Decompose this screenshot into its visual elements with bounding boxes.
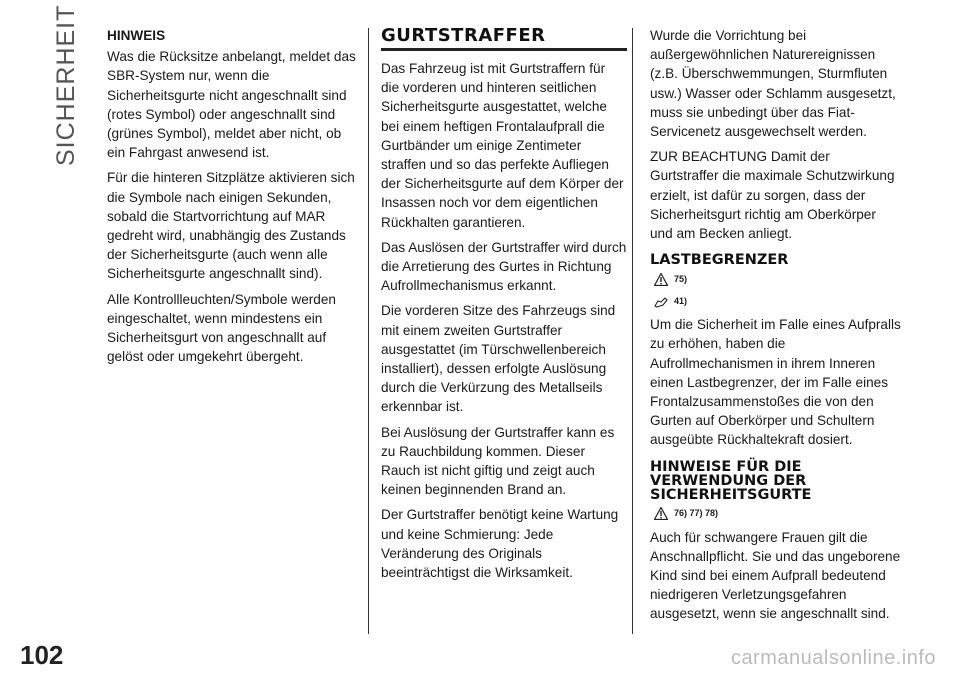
paragraph: Was die Rücksitze anbelangt, meldet das SBR-System nur, wenn die Sicherheitsgurte nicht angeschnallt sind (rotes Symbol) oder angeschnallt sind (grünes Symbol), meldet aber nicht, ob ein Fahrgast anwesend ist. (107, 49, 356, 161)
heading-line: HINWEISE FÜR DIE (650, 458, 802, 475)
warning-triangle-icon (654, 507, 668, 520)
heading-line: SICHERHEITSGURTE (650, 486, 812, 503)
column-3 (650, 26, 902, 630)
paragraph: ZUR BEACHTUNG Damit der Gurtstraffer die maximale Schutzwirkung erzielt, ist dafür zu sorgen, dass der Sicherheitsgurt richtig am Oberkörper und am Becken anliegt. (650, 149, 895, 242)
paragraph: Um die Sicherheit im Falle eines Aufpralls zu erhöhen, haben die Aufrollmechanismen in ihrem Inneren einen Lastbegrenzer, der im Falle eines Frontalzusammenstoßes die von den Gurten auf Oberkörper und Schultern ausgeübte Rückhaltekraft dosiert. (650, 317, 901, 448)
paragraph: Alle Kontrollleuchten/Symbole werden eingeschaltet, wenn mindestens ein Sicherheitsgurt von angeschnallt auf gelöst oder umgekehrt übergeht. (107, 291, 336, 365)
hinweise-heading (650, 460, 902, 502)
column-2 (381, 26, 627, 588)
paragraph: Wurde die Vorrichtung bei außergewöhnlichen Naturereignissen (z.B. Überschwemmungen, Sturmfluten usw.) Wasser oder Schlamm ausgesetzt, muss sie unbedingt über das Fiat-Servicenetz ausgewechselt werden. (650, 28, 896, 140)
column-1 (107, 26, 357, 372)
paragraph: Der Gurtstraffer benötigt keine Wartung und keine Schmierung: Jede Veränderung des Originals beeinträchtigst die Wirksamkeit. (381, 507, 619, 581)
gurtstraffer-heading: GURTSTRAFFER (381, 26, 627, 51)
warning-ref-number: 76) 77) 78) (674, 508, 719, 519)
heading-line: VERWENDUNG DER (650, 472, 807, 489)
info-hand-icon (654, 295, 668, 308)
info-ref-number: 41) (674, 295, 688, 306)
paragraph: Auch für schwangere Frauen gilt die Anschnallpflicht. Sie und das ungeborene Kind sind bei einem Aufprall bedeutend niedrigeren Verletzungsgefahren ausgesetzt, wenn sie angeschnallt sind. (650, 529, 901, 622)
section-side-label (38, 4, 98, 170)
warning-triangle-icon (654, 273, 668, 286)
paragraph: Das Auslösen der Gurtstraffer wird durch die Arretierung des Gurtes in Richtung Aufrollmechanismus erkannt. (381, 239, 627, 294)
paragraph: Für die hinteren Sitzplätze aktivieren sich die Symbole nach einigen Sekunden, sobald die Startvorrichtung auf MAR gedreht wird, unabhängig des Zustands der Sicherheitsgurte (auch wenn alle Sicherheitsgurte angeschnallt sind). (107, 170, 355, 282)
paragraph: Bei Auslösung der Gurtstraffer kann es zu Rauchbildung kommen. Dieser Rauch ist nicht giftig und zeigt auch keinen beginnenden Brand an. (381, 424, 615, 498)
column-divider-2 (632, 28, 633, 634)
column-divider-1 (368, 28, 369, 634)
paragraph: Die vorderen Sitze des Fahrzeugs sind mit einem zweiten Gurtstraffer ausgestattet (im Türschwellenbereich installiert), dessen erfolgte Auslösung durch die Verkürzung des Metallseils erkennbar ist. (381, 303, 616, 415)
watermark: carmanualsonline.info (730, 647, 936, 669)
page-number: 102 (20, 640, 64, 670)
warning-ref-number: 75) (674, 273, 688, 284)
paragraph: Das Fahrzeug ist mit Gurtstraffern für die vorderen und hinteren seitlichen Sicherheitsgurte ausgestattet, welche bei einem heftigen Frontalaufprall die Gurtbänder um einige Zentimeter straffen und so das perfekte Aufliegen der Sicherheitsgurte auf dem Körper der Insassen noch vor dem eigentlichen Rückhalten garantieren. (381, 61, 624, 230)
info-reference (654, 293, 902, 309)
warning-reference (654, 271, 902, 287)
warning-reference (654, 506, 902, 522)
side-label-text: SICHERHEIT (52, 4, 80, 166)
hinweis-heading: HINWEIS (107, 28, 166, 43)
lastbegrenzer-heading: LASTBEGRENZER (650, 252, 789, 269)
